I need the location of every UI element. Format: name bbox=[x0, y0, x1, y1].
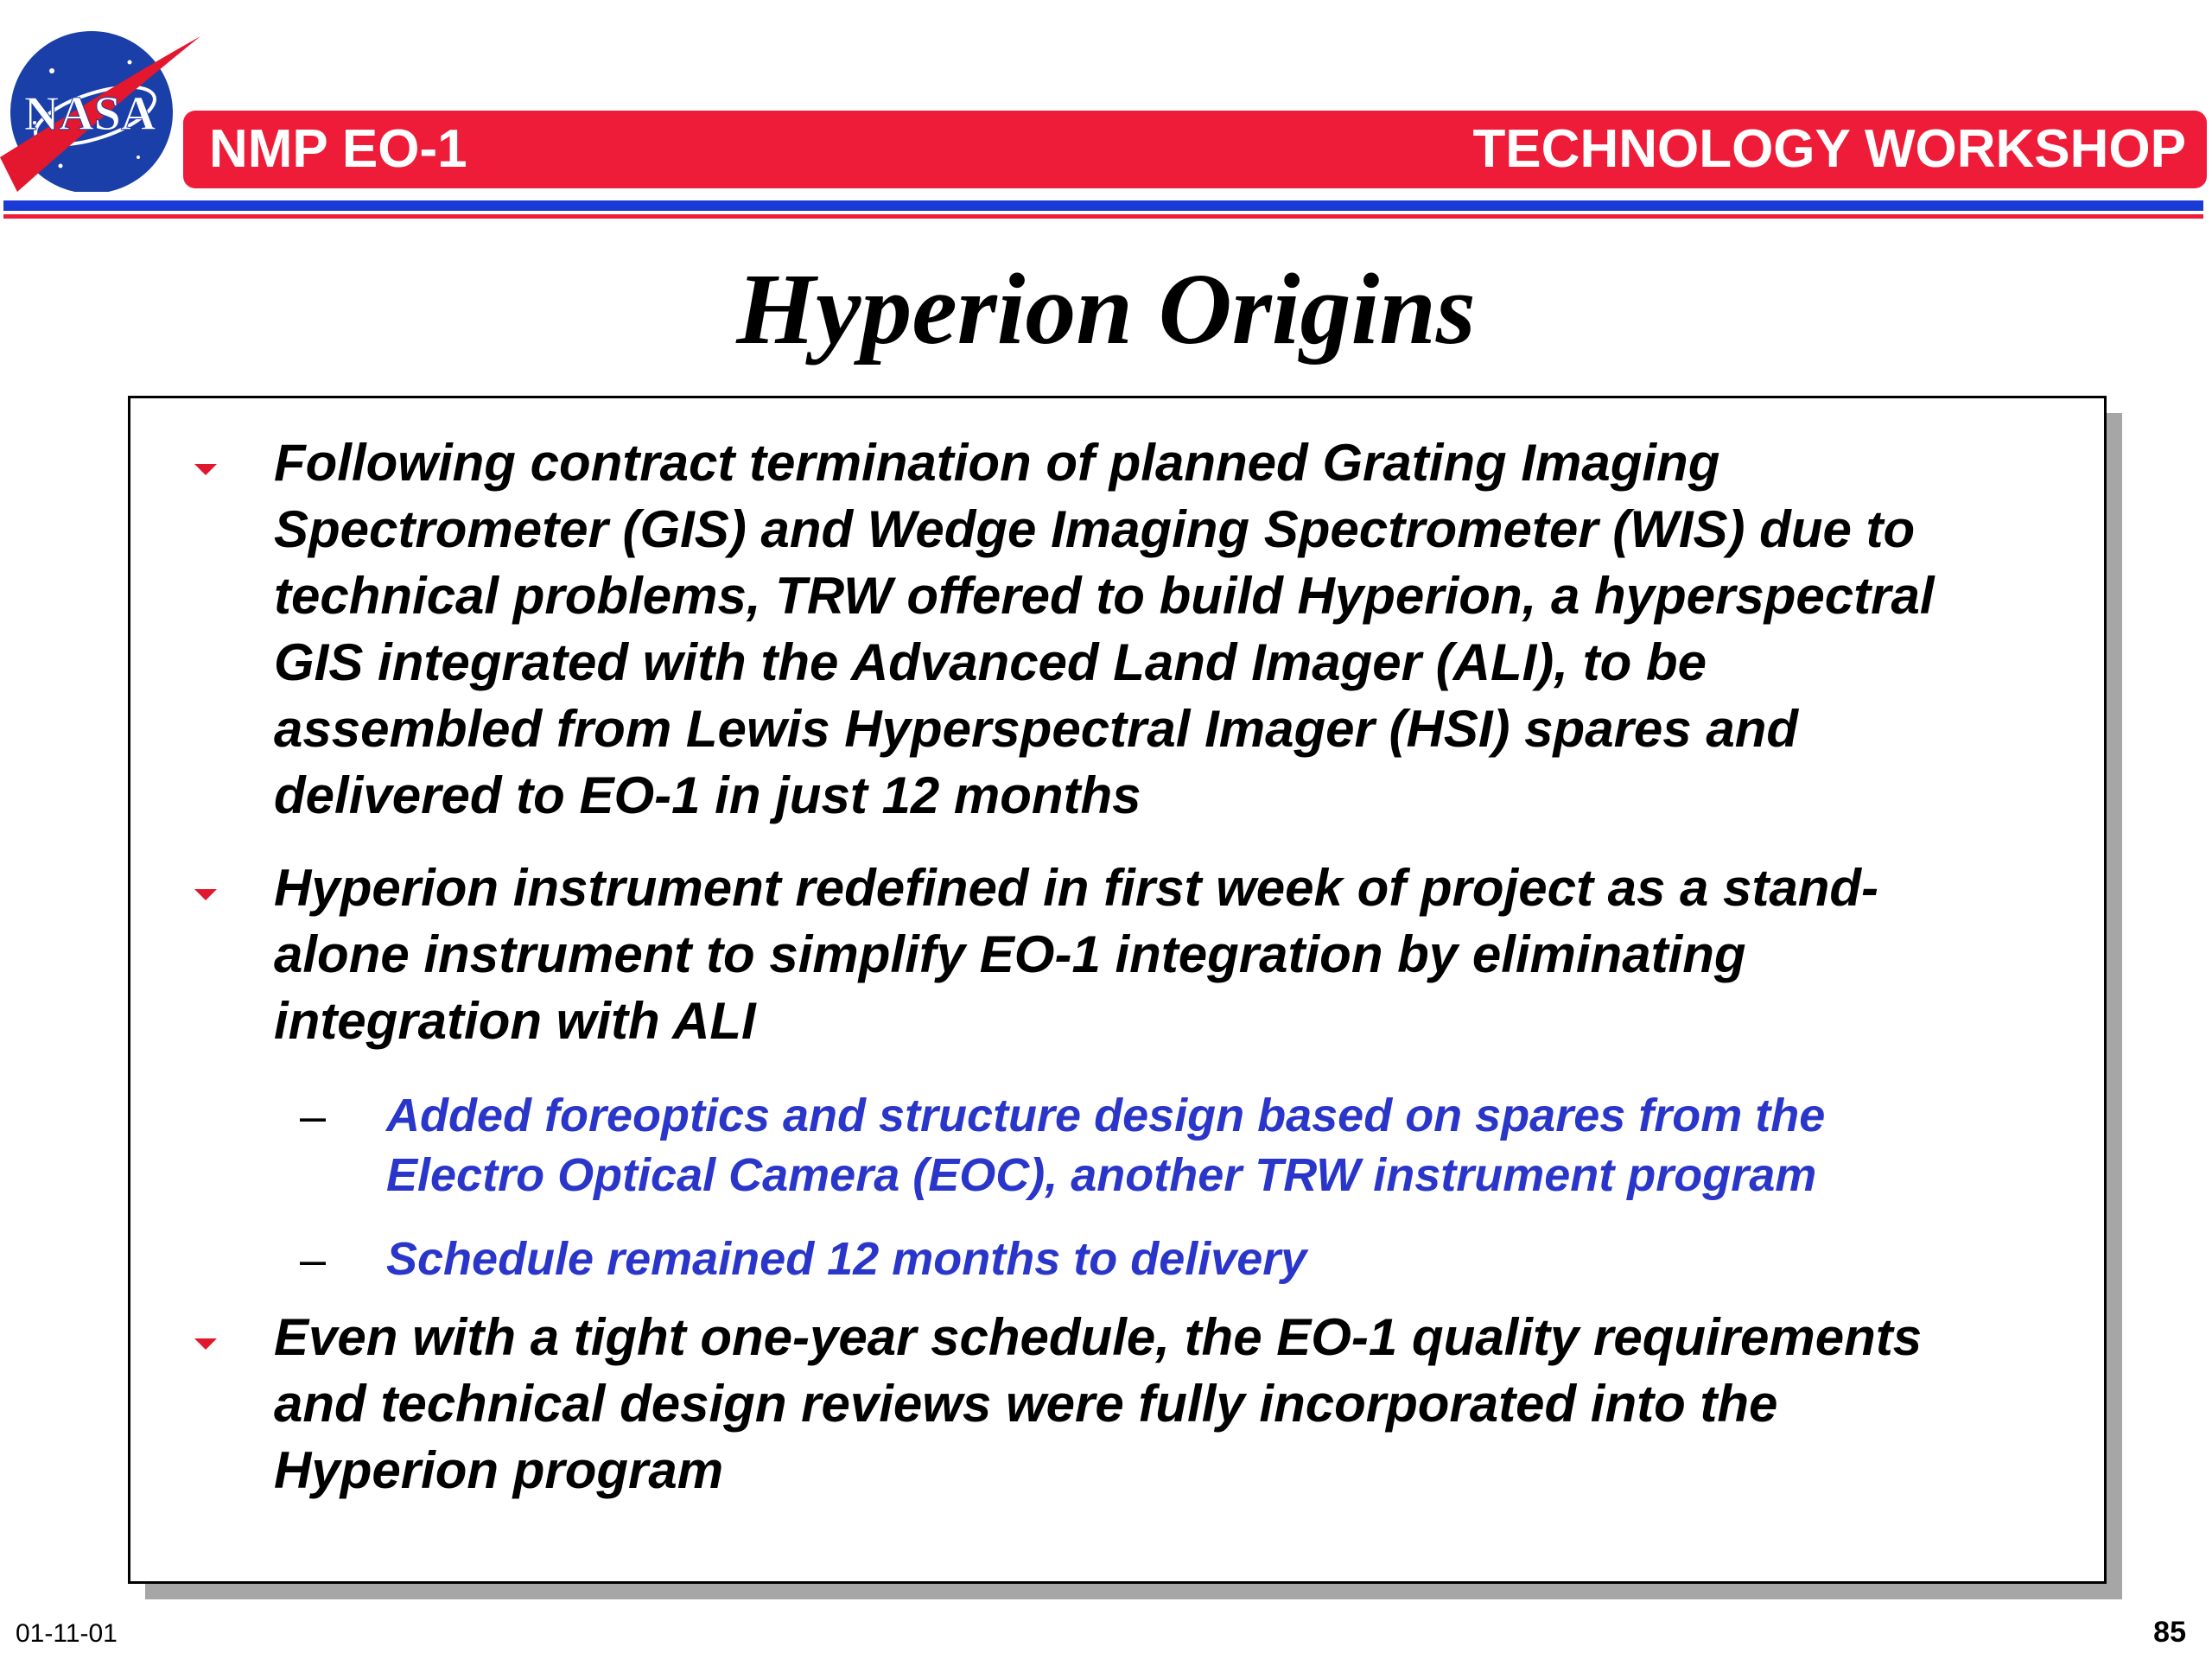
nasa-logo-text: NASA bbox=[23, 87, 156, 141]
bullet-item: Following contract termination of planned Grating Imaging Spectrometer (GIS) and Wedge Imaging Spectrometer (WIS) due to technical problems, TRW offered to build Hyperion, a hyperspectral GIS integrated with the Advanced Land Imager (ALI), to be assembled from Lewis Hyperspectral Imager (HSI) spares and delivered to EO-1 in just 12 months bbox=[274, 434, 1935, 824]
slide-title: Hyperion Origins bbox=[736, 252, 1476, 365]
header-rule-red bbox=[3, 214, 2203, 219]
bullet-marker-icon bbox=[194, 464, 217, 475]
sub-bullet-item: Added foreoptics and structure design based on spares from the Electro Optical Camera (EOC), another TRW instrument program bbox=[386, 1090, 1826, 1201]
footer-date: 01-11-01 bbox=[16, 1619, 118, 1648]
page-number: 85 bbox=[2153, 1616, 2186, 1649]
nasa-logo bbox=[0, 19, 207, 192]
content-box bbox=[128, 396, 2107, 1584]
bullet-marker-icon bbox=[194, 889, 217, 900]
sub-bullet-marker: – bbox=[300, 1090, 327, 1142]
workshop-label: TECHNOLOGY WORKSHOP bbox=[1472, 119, 2186, 179]
header-banner bbox=[183, 111, 2207, 188]
bullet-item: Hyperion instrument redefined in first week of project as a stand- alone instrument to simplify EO-1 integration by eliminating integration with ALI bbox=[274, 859, 1879, 1050]
project-label: NMP EO-1 bbox=[209, 119, 467, 179]
bullet-marker-icon bbox=[194, 1338, 217, 1350]
bullet-item: Even with a tight one-year schedule, the EO-1 quality requirements and technical design reviews were fully incorporated into the Hyperion program bbox=[274, 1308, 1923, 1499]
header-rule-blue bbox=[3, 200, 2203, 211]
sub-bullet-item: Schedule remained 12 months to delivery bbox=[386, 1233, 1307, 1285]
sub-bullet-marker: – bbox=[300, 1234, 327, 1286]
